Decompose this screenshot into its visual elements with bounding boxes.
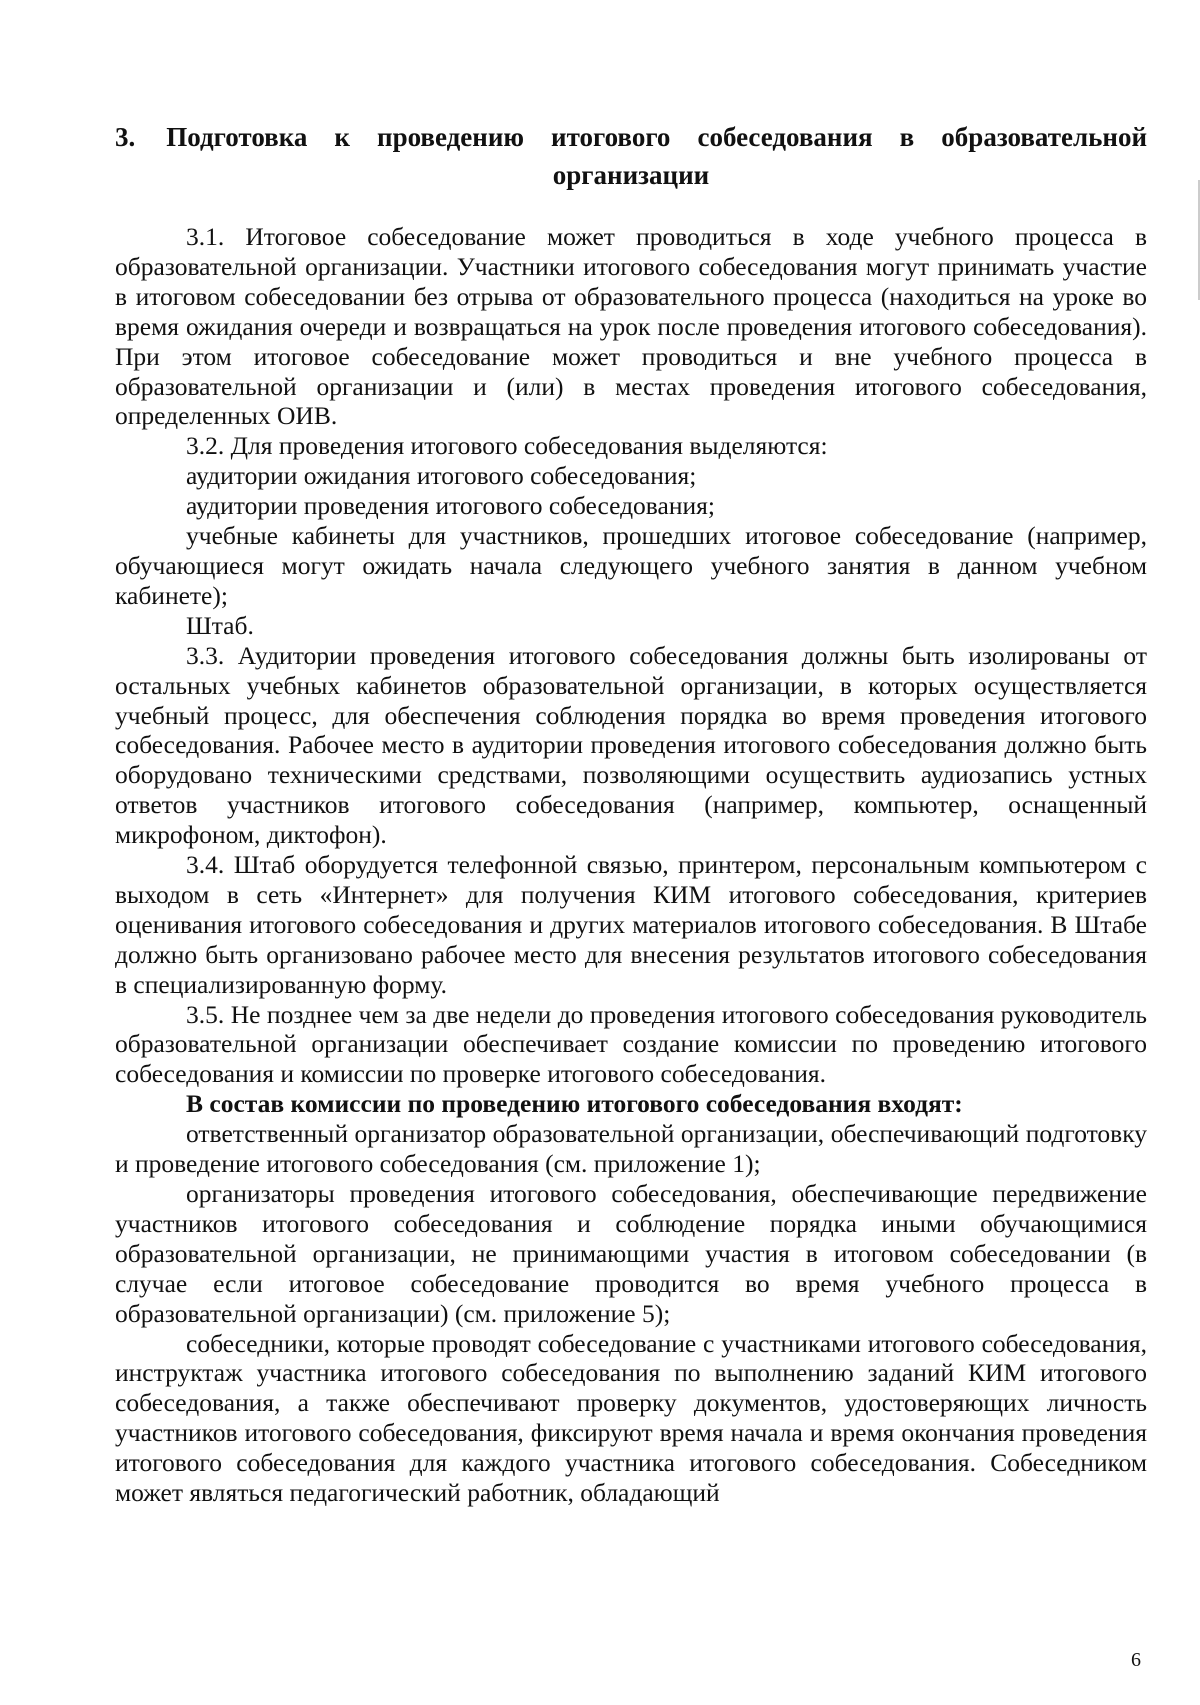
list-item-classrooms: учебные кабинеты для участников, прошедших итоговое собеседование (например, обучающиеся могут ожидать начала следующего учебного занятия в данном учебном кабинете);	[115, 521, 1147, 610]
document-body	[115, 222, 1147, 1508]
list-item-interlocutors: собеседники, которые проводят собеседование с участниками итогового собеседования, инструктаж участника итогового собеседования по выполнению заданий КИМ итогового собеседования, а также обеспечивают проверку документов, удостоверяющих личность участников итогового собеседования, фиксируют время начала и время окончания проведения итогового собеседования для каждого участника итогового собеседования. Собеседником может являться педагогический работник, обладающий	[115, 1328, 1147, 1508]
section-number: 3.	[115, 122, 136, 152]
section-heading	[115, 118, 1147, 194]
paragraph-3-1: 3.1. Итоговое собеседование может проводиться в ходе учебного процесса в образовательной организации. Участники итогового собеседования могут принимать участие в итоговом собеседовании без отрыва от образовательного процесса (находиться на уроке во время ожидания очереди и возвращаться на урок после проведения итогового собеседования). При этом итоговое собеседование может проводиться и вне учебного процесса в образовательной организации и (или) в местах проведения итогового собеседования, определенных ОИВ.	[115, 222, 1147, 431]
list-item-responsible-organizer: ответственный организатор образовательной организации, обеспечивающий подготовку и проведение итогового собеседования (см. приложение 1);	[115, 1119, 1147, 1179]
list-item-exam-rooms: аудитории проведения итогового собеседования;	[186, 491, 715, 521]
list-item-organizers: организаторы проведения итогового собеседования, обеспечивающие передвижение участников итогового собеседования и соблюдение порядка иными обучающимися образовательной организации, не принимающими участия в итоговом собеседовании (в случае если итоговое собеседование проводится во время учебного процесса в образовательной организации) (см. приложение 5);	[115, 1179, 1147, 1328]
section-title: Подготовка к проведению итогового собеседования в образовательной организации	[166, 122, 1148, 190]
list-item-headquarters: Штаб.	[186, 610, 254, 640]
paragraph-3-3: 3.3. Аудитории проведения итогового собеседования должны быть изолированы от остальных учебных кабинетов образовательной организации, в которых осуществляется учебный процесс, для обеспечения соблюдения порядка во время проведения итогового собеседования. Рабочее место в аудитории проведения итогового собеседования должно быть оборудовано техническими средствами, позволяющими осуществить аудиозапись устных ответов участников итогового собеседования (например, компьютер, оснащенный микрофоном, диктофон).	[115, 640, 1147, 850]
list-item-waiting-rooms: аудитории ожидания итогового собеседования;	[186, 461, 697, 491]
paragraph-3-4: 3.4. Штаб оборудуется телефонной связью, принтером, персональным компьютером с выходом в сеть «Интернет» для получения КИМ итогового собеседования, критериев оценивания итогового собеседования и других материалов итогового собеседования. В Штабе должно быть организовано рабочее место для внесения результатов итогового собеседования в специализированную форму.	[115, 850, 1147, 999]
paragraph-3-2: 3.2. Для проведения итогового собеседования выделяются:	[186, 431, 828, 461]
page-number: 6	[1131, 1649, 1141, 1671]
commission-composition-heading: В состав комиссии по проведению итогового собеседования входят:	[186, 1089, 963, 1119]
paragraph-3-5: 3.5. Не позднее чем за две недели до проведения итогового собеседования руководитель образовательной организации обеспечивает создание комиссии по проведению итогового собеседования и комиссии по проверке итогового собеседования.	[115, 999, 1147, 1089]
